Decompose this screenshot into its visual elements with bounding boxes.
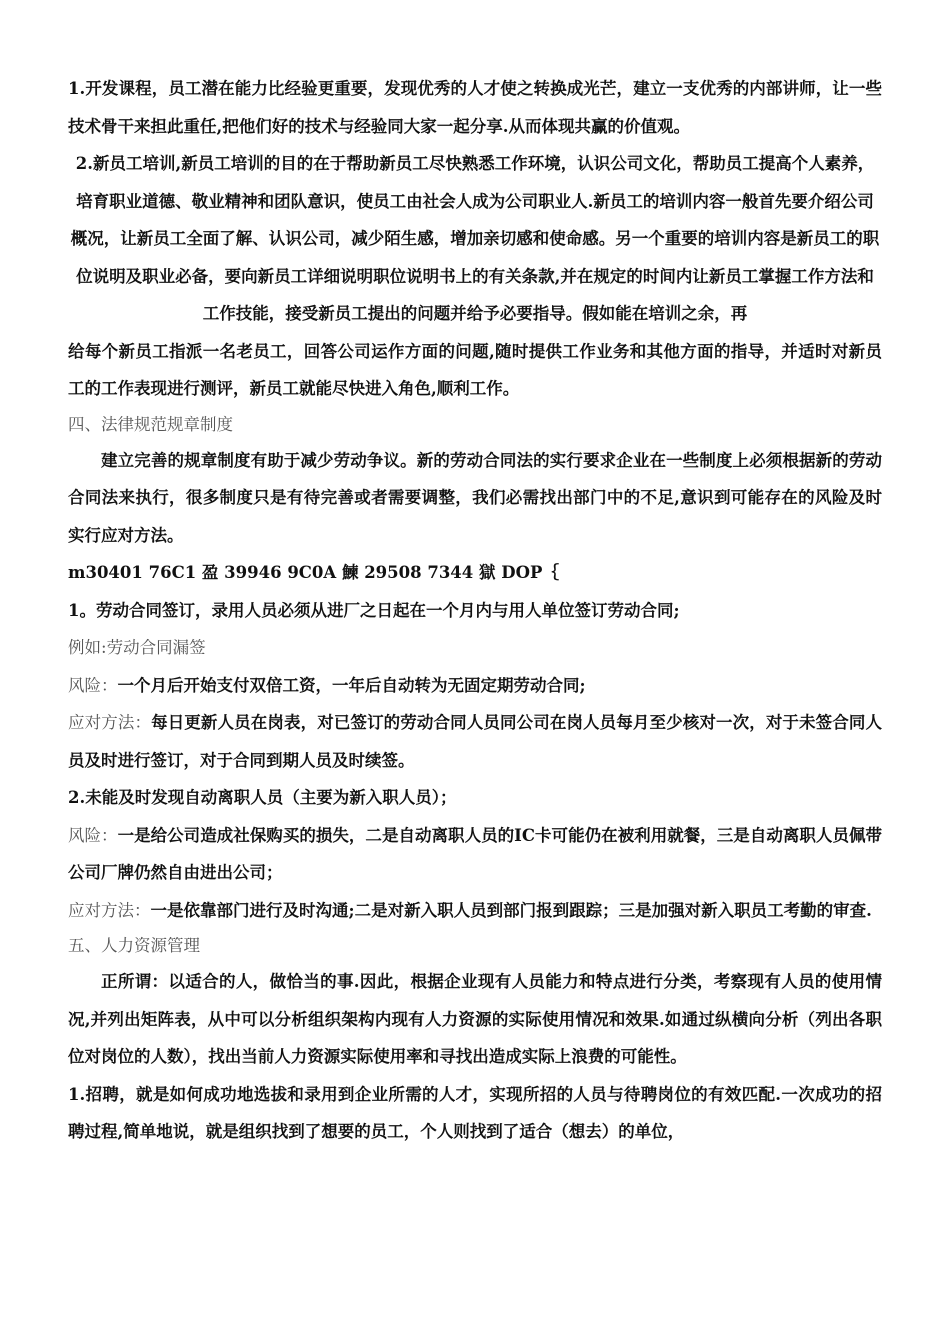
risk-text-2: 一是给公司造成社保购买的损失，二是自动离职人员的IC卡可能仍在被利用就餐，三是自动离职人员佩带公司厂牌仍然自由进出公司； [68, 825, 882, 882]
example-line [68, 629, 882, 667]
example-label: 例如: [68, 638, 107, 657]
risk-label: 风险： [68, 825, 118, 845]
risk-line-1 [68, 667, 882, 705]
risk-line-2 [68, 817, 882, 892]
paragraph-course-development: 1.开发课程，员工潜在能力比经验更重要，发现优秀的人才使之转换成光芒，建立一支优秀的内部讲师，让一些技术骨干来担此重任,把他们好的技术与经验同大家一起分享.从而体现共赢的价值观。 [68, 79, 882, 136]
item-contract-signing: 1。劳动合同签订，录用人员必须从进厂之日起在一个月内与用人单位签订劳动合同; [68, 600, 680, 620]
risk-label: 风险： [68, 675, 118, 695]
method-line-2 [68, 892, 882, 930]
paragraph-hr-management: 正所谓：以适合的人，做恰当的事.因此，根据企业现有人员能力和特点进行分类，考察现有人员的使用情况,并列出矩阵表，从中可以分析组织架构内现有人力资源的实际使用情况和效果.如通过纵横向分析（列出各职位对岗位的人数），找出当前人力资源实际使用率和寻找出造成实际上浪费的可能性。 [68, 972, 882, 1066]
paragraph-mentor-assignment: 给每个新员工指派一名老员工，回答公司运作方面的问题,随时提供工作业务和其他方面的指导，并适时对新员工的工作表现进行测评，新员工就能尽快进入角色,顺利工作。 [68, 341, 882, 398]
section-heading-legal: 四、法律规范规章制度 [68, 414, 233, 434]
paragraph-recruitment: 1.招聘，就是如何成功地选拔和录用到企业所需的人才，实现所招的人员与待聘岗位的有效匹配.一次成功的招聘过程,简单地说，就是组织找到了想要的员工，个人则找到了适合（想去）的单位， [68, 1084, 882, 1141]
item-resignation-detection: 2.未能及时发现自动离职人员（主要为新入职人员）； [68, 788, 457, 807]
method-text-2: 一是依靠部门进行及时沟通;二是对新入职人员到部门报到跟踪；三是加强对新入职员工考勤的审查. [150, 900, 872, 920]
method-line-1 [68, 704, 882, 779]
method-text-1: 每日更新人员在岗表，对已签订的劳动合同人员同公司在岗人员每月至少核对一次，对于未签合同人员及时进行签订，对于合同到期人员及时续签。 [68, 713, 883, 770]
method-label: 应对方法： [68, 713, 152, 732]
risk-text-1: 一个月后开始支付双倍工资，一年后自动转为无固定期劳动合同; [117, 675, 586, 695]
method-label: 应对方法： [68, 900, 151, 920]
example-text: 劳动合同漏签 [106, 638, 206, 657]
garbled-code-line: m30401 76C1 盈 39946 9C0A 鰊 29508 7344 獄 DOP｛ [68, 563, 559, 582]
paragraph-new-employee-training: 2.新员工培训,新员工培训的目的在于帮助新员工尽快熟悉工作环境，认识公司文化，帮助员工提高个人素养，培育职业道德、敬业精神和团队意识，使员工由社会人成为公司职业人.新员工的培训内容一般首先要介绍公司概况，让新员工全面了解、认识公司，减少陌生感，增加亲切感和使命感。另一个重要的培训内容是新员工的职位说明及职业必备，要向新员工详细说明职位说明书上的有关条款,并在规定的时间内让新员工掌握工作方法和工作技能，接受新员工提出的问题并给予必要指导。假如能在培训之余，再 [70, 154, 880, 323]
section-heading-hr: 五、人力资源管理 [68, 936, 200, 955]
paragraph-regulations: 建立完善的规章制度有助于减少劳动争议。新的劳动合同法的实行要求企业在一些制度上必须根据新的劳动合同法来执行，很多制度只是有待完善或者需要调整，我们必需找出部门中的不足,意识到可能存在的风险及时实行应对方法。 [68, 450, 882, 545]
